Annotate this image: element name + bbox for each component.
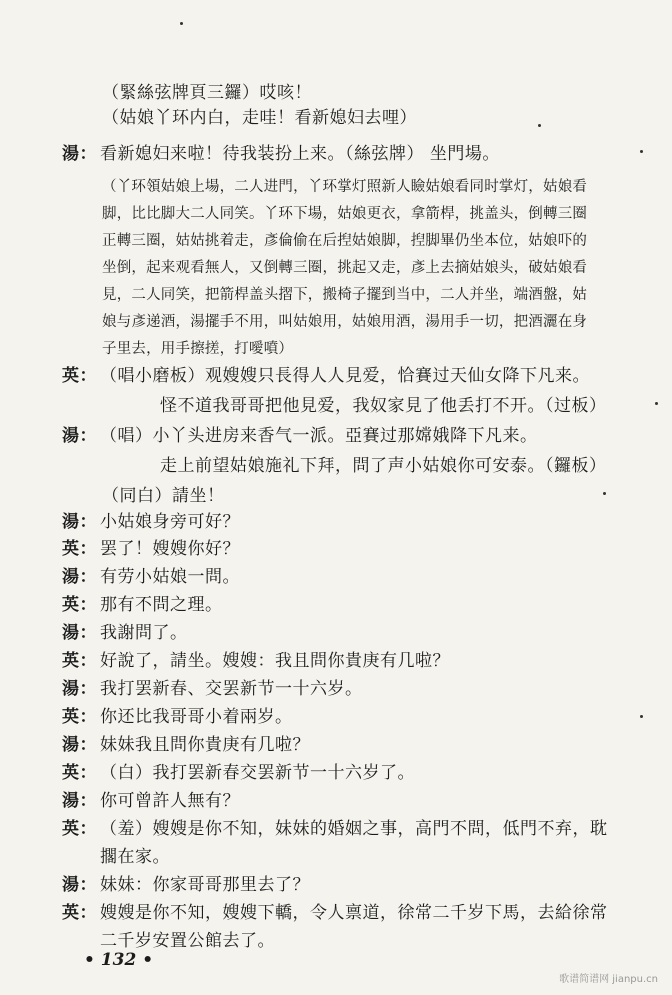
- stage-direction: [102, 485, 225, 507]
- stage-direction: [102, 284, 587, 306]
- scan-speck: [180, 22, 183, 25]
- line-text: 見，二人同笑，把箭桿盖头摺下，搬椅子擺到当中，二人并坐，端酒盤，姑: [102, 287, 588, 303]
- dialogue-line: [62, 538, 240, 560]
- line-text: 走上前望姑娘施礼下拜，問了声小姑娘你可安泰。（鑼板）: [160, 456, 607, 476]
- page-number: • 132 •: [84, 950, 154, 970]
- speaker-label: 英：: [62, 819, 97, 839]
- dialogue-line: [62, 622, 188, 644]
- speaker-label: 湯：: [62, 567, 97, 587]
- line-text: 有劳小姑娘一問。: [100, 567, 240, 587]
- line-text: 坐倒，起来观看無人，又倒轉三圈，挑起又走，彥上去摘姑娘头，破姑娘看: [102, 260, 588, 276]
- stage-direction: [102, 176, 587, 198]
- line-text: （羞）嫂嫂是你不知，妹妹的婚姻之事，高門不問，低門不弃，耽: [100, 819, 608, 839]
- line-text: （姑娘丫环内白，走哇！看新媳妇去哩）: [102, 108, 417, 128]
- dialogue-continuation: [160, 455, 607, 477]
- line-text: 擱在家。: [100, 847, 170, 867]
- stage-direction: [102, 311, 587, 333]
- dialogue-line: [62, 365, 590, 387]
- scan-speck: [655, 402, 658, 405]
- speaker-label: 湯：: [62, 512, 97, 532]
- line-text: 子里去，用手擦搓，打噯噴）: [102, 341, 294, 357]
- stage-direction: [102, 82, 312, 104]
- speaker-label: 湯：: [62, 144, 97, 164]
- line-text: 你可曾許人無有？: [100, 791, 240, 811]
- dialogue-line: [62, 902, 608, 924]
- speaker-label: 湯：: [62, 426, 97, 446]
- line-text: 妹妹我且問你貴庚有几啦？: [100, 735, 310, 755]
- speaker-label: 英：: [62, 595, 97, 615]
- speaker-label: 湯：: [62, 791, 97, 811]
- line-text: （同白）請坐！: [102, 486, 225, 506]
- dialogue-continuation: [160, 395, 607, 417]
- speaker-label: 英：: [62, 903, 97, 923]
- line-text: （唱）小丫头进房来香气一派。亞賽过那嫦娥降下凡来。: [100, 426, 538, 446]
- line-text: 二千岁安置公館去了。: [100, 931, 275, 951]
- dialogue-line: [62, 594, 223, 616]
- line-text: 我打罢新春、交罢新节一十六岁。: [100, 679, 363, 699]
- line-text: 看新媳妇来啦！待我装扮上来。（絲弦牌） 坐門場。: [100, 144, 500, 164]
- scan-speck: [538, 124, 541, 127]
- speaker-label: 湯：: [62, 875, 97, 895]
- line-text: 小姑娘身旁可好？: [100, 512, 240, 532]
- line-text: 妹妹：你家哥哥那里去了？: [100, 875, 310, 895]
- watermark: 歌谱简谱网 jianpu.cn: [559, 974, 658, 985]
- dialogue-line: [62, 762, 415, 784]
- line-text: 嫂嫂是你不知，嫂嫂下轎，令人禀道，徐常二千岁下馬，去給徐常: [100, 903, 608, 923]
- line-text: 你还比我哥哥小着兩岁。: [100, 707, 293, 727]
- stage-direction: [102, 230, 587, 252]
- stage-direction: [102, 338, 293, 360]
- scan-speck: [603, 492, 606, 495]
- line-text: 娘与彥递酒，湯擺手不用，叫姑娘用，姑娘用酒，湯用手一切，把酒灑在身: [102, 314, 588, 330]
- dialogue-line: [62, 678, 363, 700]
- line-text: （緊絲弦牌頁三鑼）哎咳！: [102, 83, 312, 103]
- line-text: 那有不問之理。: [100, 595, 223, 615]
- scan-speck: [640, 715, 643, 718]
- speaker-label: 湯：: [62, 623, 97, 643]
- line-text: 我謝問了。: [100, 623, 188, 643]
- dialogue-line: [62, 511, 240, 533]
- speaker-label: 英：: [62, 539, 97, 559]
- dialogue-continuation: [100, 846, 170, 868]
- dialogue-line: [62, 818, 608, 840]
- dialogue-continuation: [100, 930, 275, 952]
- scan-speck: [640, 150, 643, 153]
- speaker-label: 湯：: [62, 735, 97, 755]
- speaker-label: 英：: [62, 366, 97, 386]
- line-text: 怪不道我哥哥把他見爱，我奴家見了他丢打不开。（过板）: [160, 396, 607, 416]
- stage-direction: [102, 107, 417, 129]
- dialogue-line: [62, 790, 240, 812]
- dialogue-line: [62, 874, 310, 896]
- line-text: （唱小磨板）观嫂嫂只長得人人見爱，恰賽过天仙女降下凡来。: [100, 366, 590, 386]
- line-text: （丫环領姑娘上場，二人进門，丫环掌灯照新人瞼姑娘看同时掌灯，姑娘看: [102, 179, 588, 195]
- line-text: 好說了，請坐。嫂嫂：我且問你貴庚有几啦？: [100, 651, 450, 671]
- speaker-label: 英：: [62, 651, 97, 671]
- stage-direction: [102, 203, 587, 225]
- speaker-label: 英：: [62, 707, 97, 727]
- line-text: （白）我打罢新春交罢新节一十六岁了。: [100, 763, 415, 783]
- stage-direction: [102, 257, 587, 279]
- line-text: 正轉三圈，姑姑挑着走，彥倫偷在后揑姑娘脚，揑脚畢仍坐本位，姑娘吓的: [102, 233, 588, 249]
- dialogue-line: [62, 566, 240, 588]
- dialogue-line: [62, 143, 500, 165]
- speaker-label: 英：: [62, 763, 97, 783]
- line-text: 脚，比比脚大二人同笑。丫环下場，姑娘更衣，拿箭桿，挑盖头，倒轉三圈: [102, 206, 588, 222]
- dialogue-line: [62, 425, 538, 447]
- speaker-label: 湯：: [62, 679, 97, 699]
- dialogue-line: [62, 734, 310, 756]
- dialogue-line: [62, 650, 450, 672]
- line-text: 罢了！嫂嫂你好？: [100, 539, 240, 559]
- dialogue-line: [62, 706, 293, 728]
